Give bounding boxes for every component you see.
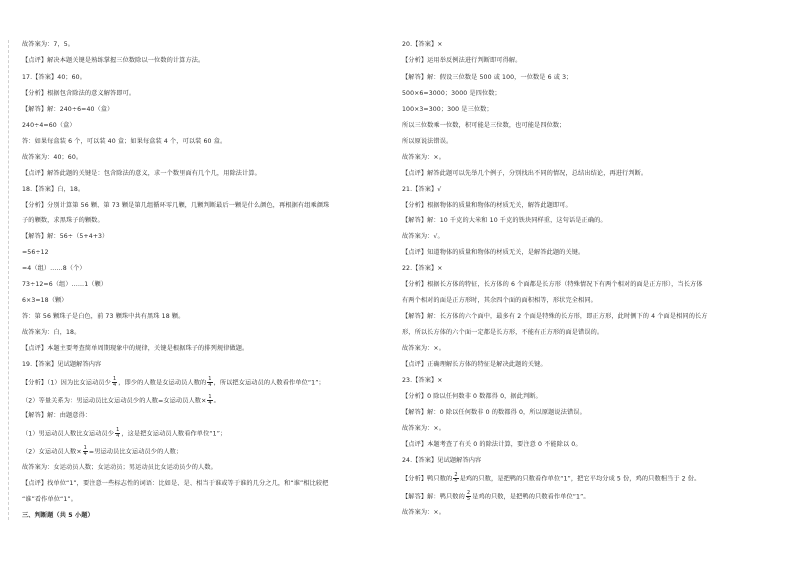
text-line: “谁”看作单位“1”。 (22, 496, 77, 503)
text-line: 所以原说法错误。 (402, 138, 453, 145)
text-line: 【点评】知道物体的质量和物体的材质无关，是解答此题的关键。 (402, 249, 585, 256)
text-line: 故答案为：女运动员人数；女运动员；男运动员比女运动员少的人数。 (22, 464, 217, 471)
question-18-answer: 18.【答案】白，18。 (22, 186, 85, 193)
text-line: 形，所以长方体的六个面一定都是长方形，不能有正方形的面是错误的。 (402, 329, 604, 336)
text-line: 答：第 56 颗珠子是白色，前 73 颗珠中共有黑珠 18 颗。 (22, 313, 185, 320)
text-line: 【分析】根据长方体的特征，长方体的 6 个面都是长方形（特殊情况下有两个相对的面是正方形），当长方体 (402, 281, 703, 288)
text-line: 【解答】解：长方体的六个面中，最多有 2 个面是特殊的长方形，即正方形，此时侧下的 4 个面是相同的长方 (402, 313, 708, 320)
question-23-answer: 23.【答案】× (402, 377, 443, 384)
text-line: 500×6=3000；3000 是四位数； (402, 90, 501, 97)
text-line: 【分析】运用举反例法进行判断即可得解。 (402, 57, 522, 64)
fraction-one-quarter: $\frac{1}{4}$ (116, 427, 120, 439)
question-21-answer: 21.【答案】√ (402, 186, 442, 193)
text-line: 故答案为：7，5。 (22, 41, 75, 48)
question-17-answer: 17.【答案】40；60。 (22, 74, 87, 81)
text-line: 故答案为：×。 (402, 154, 446, 161)
text-line: 答：如果每盒装 6 个，可以装 40 盒；如果每盒装 4 个，可以装 60 盒。 (22, 138, 227, 145)
text-line: 【解答】解：10 千克的大米和 10 千克的铁块同样重，这句话是正确的。 (402, 217, 607, 224)
text-line: 【分析】0 除以任何数非 0 数都得 0，据此判断。 (402, 393, 542, 400)
text-line: 故答案为：白，18。 (22, 329, 81, 336)
fraction-one-quarter: $\frac{1}{4}$ (83, 445, 87, 457)
right-column (402, 0, 772, 562)
question-20-answer: 20.【答案】× (402, 41, 443, 48)
text-line-with-fraction: （2）等量关系为：男运动员比女运动员少的人数=女运动员人数× $\frac{1}{4}$ 。 (22, 394, 220, 406)
text-line: 所以三位数乘一位数，积可能是三位数，也可能是四位数； (402, 122, 566, 129)
text-line: 【解答】解：假设三位数是 500 或 100，一位数是 6 或 3； (402, 74, 573, 81)
question-22-answer: 22.【答案】× (402, 265, 443, 272)
text-line: 100×3=300；300 是三位数； (402, 106, 493, 113)
text-line: 【分析】分别计算第 56 颗、第 73 颗是第几组循环零几颗，几颗判断最后一颗是什么颜色，再根据有组乘颜珠 (22, 202, 330, 209)
text-line: 【解答】解：240÷6=40（盒） (22, 106, 114, 113)
text-line: 故答案为：×。 (402, 345, 446, 352)
left-column (22, 0, 392, 562)
text-line: 73÷12=6（组）……1（颗） (22, 281, 108, 288)
text-line: 子的颗数，求黑珠子的颗数。 (22, 217, 104, 224)
fraction-two-fifths: $\frac{2}{5}$ (454, 472, 458, 484)
text-line: 【点评】解决本题关键是熟练掌握三位数除以一位数的计算方法。 (22, 57, 205, 64)
fraction-two-fifths: $\frac{2}{5}$ (466, 490, 471, 502)
text-line: 【点评】解答此题的关键是：包含除法的意义，求一个数里面有几个几，用除法计算。 (22, 170, 261, 177)
question-24-answer: 24.【答案】见试题解答内容 (402, 457, 482, 464)
text-line: 故答案为：√。 (402, 233, 444, 240)
text-line-with-fraction: （2）女运动员人数× $\frac{1}{4}$ =男运动员比女运动员少的人数； (22, 445, 183, 457)
text-line: 故答案为：×。 (402, 509, 446, 516)
text-line: 【分析】根据包含除法的意义解答即可。 (22, 90, 136, 97)
text-line: 【点评】正确理解长方体的特征是解决此题的关键。 (402, 361, 547, 368)
text-line: 【解答】解：0 除以任何数非 0 的数都得 0，所以原题说法错误。 (402, 409, 586, 416)
text-line: 【分析】根据物体的质量和物体的材质无关，解答此题即可。 (402, 202, 572, 209)
question-19-answer: 19.【答案】见试题解答内容 (22, 361, 102, 368)
text-line: 【解答】解：由题意得： (22, 412, 92, 419)
text-line: 【点评】解答此题可以先举几个例子，分别找出不同的情况，总结出结论，再进行判断。 (402, 170, 648, 177)
text-line: 【点评】找单位“1”，要注意一些标志性的词语：比如是、是、相当于谁或等于谁的几分之几，和“谁”相比较把 (22, 480, 329, 487)
text-line-with-fraction: 【解答】解：鸭只数的 $\frac{2}{5}$ 是鸡的只数，是把鸭的只数看作单位“1”。 (402, 490, 590, 502)
text-line: 240÷4=60（盒） (22, 122, 76, 129)
text-line: 【解答】解：56÷（5+4+3） (22, 233, 109, 240)
text-line-with-fraction: （1）男运动员人数比女运动员少 $\frac{1}{4}$ ，这是把女运动员人数看作单位“1”； (22, 427, 227, 439)
text-line: 有两个相对的面是正方形时，其余四个面的面积相等，形状完全相同。 (402, 297, 597, 304)
text-line-with-fraction: 【分析】（1）因为比女运动员少 $\frac{1}{4}$ ，即少的人数是女运动员人数的 $\frac{1}{4}$ ，所以把女运动员的人数看作单位“1”； (22, 376, 325, 388)
text-line-with-fraction: 【分析】鸭只数的 $\frac{2}{5}$ 是鸡的只数，是把鸭的只数看作单位“1”，把它平均分成 5 份，鸡的只数相当于 2 份。 (402, 472, 701, 484)
text-line: 故答案为：×。 (402, 425, 446, 432)
fraction-one-quarter: $\frac{1}{4}$ (208, 394, 212, 406)
fraction-one-quarter: $\frac{1}{4}$ (208, 376, 212, 388)
text-line: =4（组）……8（个） (22, 265, 86, 272)
binding-margin-line (4, 40, 9, 520)
section-heading: 三、判断题（共 5 小题） (22, 512, 94, 519)
text-line: 【点评】本题考查了有关 0 的除法计算，要注意 0 不能除以 0。 (402, 441, 582, 448)
text-line: 【点评】本题主要考查简单周期现象中的规律，关键是根据珠子的排列规律做题。 (22, 345, 249, 352)
text-line: 故答案为：40；60。 (22, 154, 83, 161)
fraction-one-quarter: $\frac{1}{4}$ (112, 376, 117, 388)
text-line: =56÷12 (22, 249, 49, 256)
text-line: 6×3=18（颗） (22, 297, 68, 304)
